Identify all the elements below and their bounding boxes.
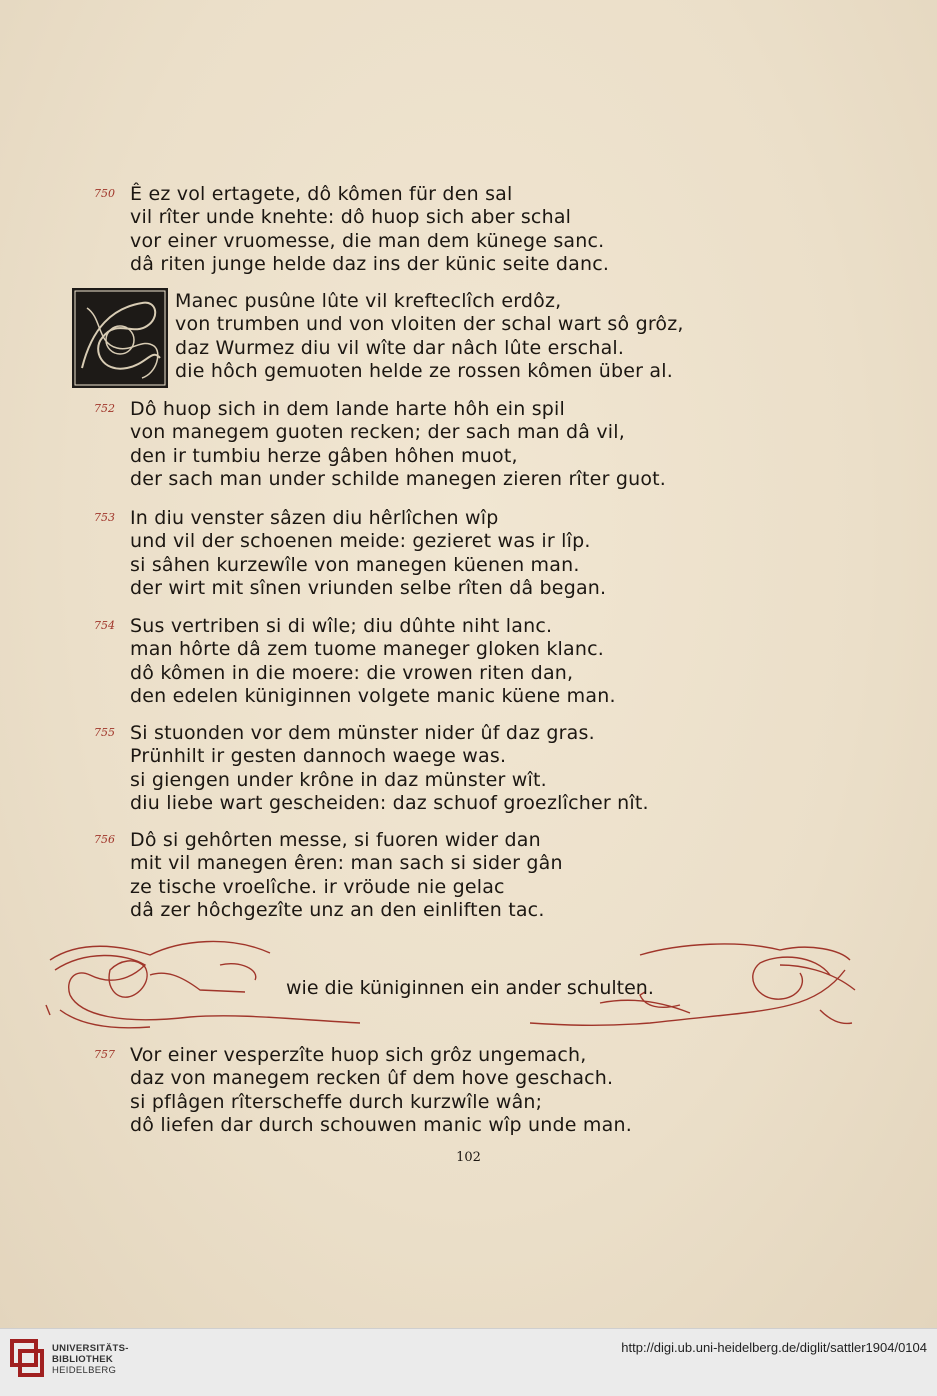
verse-line: mit vil manegen êren: man sach si sider gân (130, 852, 563, 875)
verse-line: der wirt mit sînen vriunden selbe rîten dâ began. (130, 576, 607, 599)
verse-line: den edelen küniginnen volgete manic küene man. (130, 684, 616, 707)
verse-line: daz von manegem recken ûf dem hove geschach. (130, 1067, 614, 1090)
verse-line: daz Wurmez diu vil wîte dar nâch lûte erschal. (175, 336, 625, 359)
verse-line: den ir tumbiu herze gâben hôhen muot, (130, 444, 518, 467)
verse-line: und vil der schoenen meide: gezieret was ir lîp. (130, 530, 591, 553)
verse-line: dâ zer hôchgezîte unz an den einliften tac. (130, 898, 545, 921)
verse-line: Si stuonden vor dem münster nider ûf daz gras. (130, 722, 595, 744)
verse-line: Vor einer vesperzîte huop sich grôz ungemach, (130, 1044, 587, 1066)
stanza-756 (94, 829, 890, 922)
footer-bar (0, 1328, 937, 1396)
verse-line: ze tische vroelîche. ir vröude nie gelac (130, 875, 505, 898)
stanza-number: 754 (94, 619, 115, 632)
verse-line: von trumben und von vloiten der schal wart sô grôz, (175, 313, 684, 336)
chapter-heading-ornament (40, 935, 860, 1035)
verse-line: Ê ez vol ertagete, dô kômen für den sal (130, 183, 513, 205)
verse-line: vor einer vruomesse, die man dem künege sanc. (130, 229, 605, 252)
verse-line: dô liefen dar durch schouwen manic wîp unde man. (130, 1113, 632, 1136)
verse-line: von manegem guoten recken; der sach man dâ vil, (130, 421, 625, 444)
verse-line: Sus vertriben si di wîle; diu dûhte niht lanc. (130, 615, 553, 637)
stanza-number: 750 (94, 187, 115, 200)
verse-line: dô kômen in die moere: die vrowen riten dan, (130, 661, 574, 684)
verse-line: Manec pusûne lûte vil krefteclîch erdôz, (175, 290, 562, 312)
library-logo-icon (10, 1339, 44, 1379)
stanza-757 (94, 1044, 890, 1137)
stanza-753 (94, 507, 890, 600)
stanza-number: 756 (94, 833, 115, 846)
stanza-number: 757 (94, 1048, 115, 1061)
stanza-number: 755 (94, 726, 115, 739)
verse-line: vil rîter unde knehte: dô huop sich aber schal (130, 206, 572, 229)
stanza-754 (94, 615, 890, 708)
verse-line: diu liebe wart gescheiden: daz schuof groezlîcher nît. (130, 791, 649, 814)
stanza-number: 753 (94, 511, 115, 524)
stanza-755 (94, 722, 890, 815)
verse-line: In diu venster sâzen diu hêrlîchen wîp (130, 507, 499, 529)
verse-line: dâ riten junge helde daz ins der künic seite danc. (130, 252, 610, 275)
stanza-751 (175, 290, 935, 383)
verse-line: Prünhilt ir gesten dannoch waege was. (130, 745, 507, 768)
stanza-752 (94, 398, 890, 491)
library-name-line: HEIDELBERG (52, 1365, 117, 1376)
verse-line: man hôrte dâ zem tuome maneger gloken klanc. (130, 638, 604, 661)
verse-line: der sach man under schilde manegen zieren rîter guot. (130, 467, 667, 490)
verse-line: si giengen under krône in daz münster wît. (130, 768, 547, 791)
source-url-link[interactable]: http://digi.ub.uni-heidelberg.de/diglit/sattler1904/0104 (621, 1340, 927, 1355)
verse-line: si sâhen kurzewîle von manegen küenen man. (130, 553, 580, 576)
page-number: 102 (456, 1150, 481, 1165)
verse-line: Dô si gehôrten messe, si fuoren wider dan (130, 829, 541, 851)
verse-line: si pflâgen rîterscheffe durch kurzwîle wân; (130, 1090, 543, 1113)
stanza-750 (94, 183, 890, 276)
chapter-heading: wie die küniginnen ein ander schulten. (286, 977, 654, 999)
library-name-line: UNIVERSITÄTS- (52, 1343, 129, 1354)
library-name-line: BIBLIOTHEK (52, 1354, 114, 1365)
drop-cap-ornament (72, 288, 168, 388)
verse-line: die hôch gemuoten helde ze rossen kômen über al. (175, 359, 673, 382)
library-name (52, 1343, 129, 1376)
verse-line: Dô huop sich in dem lande harte hôh ein spil (130, 398, 566, 420)
stanza-number: 752 (94, 402, 115, 415)
